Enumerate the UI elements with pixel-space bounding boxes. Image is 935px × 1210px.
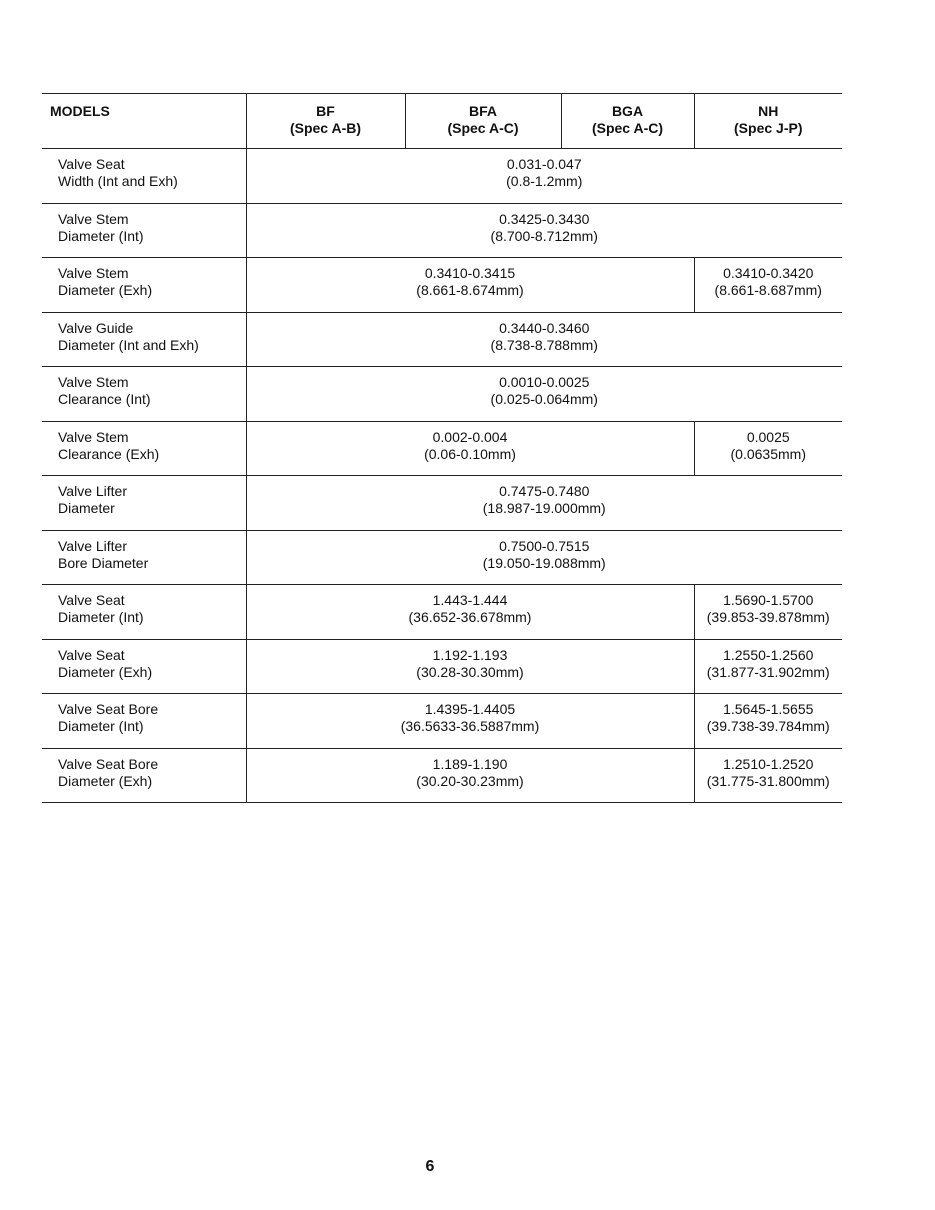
label-line: Diameter (Int) bbox=[58, 718, 144, 734]
label-line: Diameter (Int) bbox=[58, 609, 144, 625]
model-spec: (Spec A-B) bbox=[289, 120, 362, 136]
label-line: Valve Seat bbox=[58, 646, 125, 663]
table-row bbox=[42, 585, 842, 640]
label-line: Clearance (Exh) bbox=[58, 445, 160, 462]
table-row bbox=[42, 421, 842, 476]
model-name: BGA bbox=[611, 103, 644, 119]
value-inches: 0.3440-0.3460 bbox=[499, 319, 590, 336]
value-mm: (30.20-30.23mm) bbox=[416, 772, 524, 789]
value-bf-bfa-bga bbox=[246, 258, 694, 313]
label-line: Diameter (Int) bbox=[58, 227, 144, 244]
label-line: Valve Seat bbox=[58, 592, 125, 608]
value-inches: 1.5690-1.5700 bbox=[723, 592, 814, 608]
value-mm: (36.652-36.678mm) bbox=[408, 609, 532, 625]
label-line: Diameter (Exh) bbox=[58, 772, 153, 789]
page-number: 6 bbox=[425, 1158, 435, 1175]
value-inches: 0.0025 bbox=[746, 428, 790, 445]
row-label bbox=[42, 203, 246, 258]
value-mm: (8.700-8.712mm) bbox=[490, 227, 598, 244]
label-line: Width (Int and Exh) bbox=[58, 173, 178, 189]
label-line: Bore Diameter bbox=[58, 554, 149, 571]
label-line: Valve Lifter bbox=[58, 537, 127, 554]
row-label bbox=[42, 312, 246, 367]
value-nh bbox=[694, 421, 842, 476]
table-row bbox=[42, 312, 842, 367]
value-all-models bbox=[246, 149, 842, 204]
row-label bbox=[42, 149, 246, 204]
value-all-models bbox=[246, 530, 842, 585]
table-row bbox=[42, 476, 842, 531]
value-mm: (31.877-31.902mm) bbox=[706, 663, 830, 680]
value-mm: (39.853-39.878mm) bbox=[706, 609, 830, 625]
value-mm: (19.050-19.088mm) bbox=[482, 554, 606, 571]
value-mm: (30.28-30.30mm) bbox=[416, 663, 524, 680]
label-line: Valve Seat Bore bbox=[58, 755, 159, 772]
value-inches: 1.189-1.190 bbox=[432, 755, 508, 772]
label-line: Diameter bbox=[58, 500, 115, 516]
value-inches: 0.002-0.004 bbox=[432, 428, 508, 445]
row-label bbox=[42, 421, 246, 476]
label-line: Valve Seat bbox=[58, 156, 125, 172]
value-bf-bfa-bga bbox=[246, 421, 694, 476]
label-line: Valve Lifter bbox=[58, 483, 127, 499]
value-all-models bbox=[246, 367, 842, 422]
table-row bbox=[42, 748, 842, 803]
value-mm: (31.775-31.800mm) bbox=[706, 772, 830, 789]
value-nh bbox=[694, 585, 842, 640]
value-nh bbox=[694, 748, 842, 803]
value-mm: (8.661-8.687mm) bbox=[714, 282, 822, 298]
value-mm: (8.661-8.674mm) bbox=[416, 282, 524, 298]
value-bf-bfa-bga bbox=[246, 639, 694, 694]
header-row bbox=[42, 94, 842, 149]
column-header-bf bbox=[246, 94, 405, 149]
model-name: NH bbox=[758, 103, 779, 119]
table-row bbox=[42, 367, 842, 422]
column-header-bga bbox=[561, 94, 694, 149]
row-label bbox=[42, 258, 246, 313]
row-label bbox=[42, 694, 246, 749]
table-row bbox=[42, 639, 842, 694]
value-mm: (0.06-0.10mm) bbox=[424, 445, 516, 462]
value-mm: (8.738-8.788mm) bbox=[490, 336, 598, 353]
value-all-models bbox=[246, 476, 842, 531]
table-body bbox=[42, 149, 842, 803]
value-nh bbox=[694, 258, 842, 313]
value-inches: 0.031-0.047 bbox=[506, 156, 582, 172]
table-row bbox=[42, 694, 842, 749]
label-line: Valve Stem bbox=[58, 374, 129, 390]
value-mm: (39.738-39.784mm) bbox=[706, 718, 830, 734]
valve-spec-table bbox=[42, 93, 842, 803]
value-bf-bfa-bga bbox=[246, 748, 694, 803]
value-mm: (0.0635mm) bbox=[730, 445, 806, 462]
value-mm: (0.025-0.064mm) bbox=[490, 391, 598, 407]
value-bf-bfa-bga bbox=[246, 585, 694, 640]
models-header: MODELS bbox=[42, 94, 246, 149]
value-nh bbox=[694, 639, 842, 694]
value-inches: 1.4395-1.4405 bbox=[424, 701, 516, 717]
value-inches: 1.192-1.193 bbox=[432, 646, 508, 663]
value-mm: (0.8-1.2mm) bbox=[506, 173, 583, 189]
value-inches: 1.2510-1.2520 bbox=[723, 755, 814, 772]
label-line: Diameter (Exh) bbox=[58, 282, 153, 298]
column-header-nh bbox=[694, 94, 842, 149]
model-name: BF bbox=[316, 103, 335, 119]
value-inches: 0.7500-0.7515 bbox=[499, 537, 590, 554]
value-inches: 0.3410-0.3415 bbox=[424, 265, 516, 281]
column-header-bfa bbox=[405, 94, 561, 149]
table-row bbox=[42, 530, 842, 585]
label-line: Valve Stem bbox=[58, 265, 129, 281]
value-nh bbox=[694, 694, 842, 749]
row-label bbox=[42, 476, 246, 531]
model-spec: (Spec J-P) bbox=[734, 120, 803, 136]
value-all-models bbox=[246, 312, 842, 367]
value-inches: 1.443-1.444 bbox=[432, 592, 508, 608]
value-mm: (18.987-19.000mm) bbox=[482, 500, 606, 516]
value-all-models bbox=[246, 203, 842, 258]
label-line: Valve Seat Bore bbox=[58, 701, 159, 717]
row-label bbox=[42, 530, 246, 585]
row-label bbox=[42, 639, 246, 694]
model-spec: (Spec A-C) bbox=[591, 120, 664, 136]
label-line: Valve Guide bbox=[58, 319, 134, 336]
label-line: Valve Stem bbox=[58, 428, 129, 445]
value-mm: (36.5633-36.5887mm) bbox=[400, 718, 540, 734]
value-inches: 1.5645-1.5655 bbox=[723, 701, 814, 717]
value-inches: 0.3425-0.3430 bbox=[499, 210, 590, 227]
row-label bbox=[42, 585, 246, 640]
label-line: Clearance (Int) bbox=[58, 391, 151, 407]
label-line: Diameter (Int and Exh) bbox=[58, 336, 199, 353]
label-line: Valve Stem bbox=[58, 210, 129, 227]
table-row bbox=[42, 203, 842, 258]
row-label bbox=[42, 748, 246, 803]
label-line: Diameter (Exh) bbox=[58, 663, 153, 680]
value-inches: 0.7475-0.7480 bbox=[499, 483, 590, 499]
table-row bbox=[42, 258, 842, 313]
model-name: BFA bbox=[469, 103, 497, 119]
value-inches: 0.0010-0.0025 bbox=[499, 374, 590, 390]
value-bf-bfa-bga bbox=[246, 694, 694, 749]
table-row bbox=[42, 149, 842, 204]
value-inches: 1.2550-1.2560 bbox=[723, 646, 814, 663]
row-label bbox=[42, 367, 246, 422]
value-inches: 0.3410-0.3420 bbox=[723, 265, 814, 281]
model-spec: (Spec A-C) bbox=[447, 120, 519, 136]
